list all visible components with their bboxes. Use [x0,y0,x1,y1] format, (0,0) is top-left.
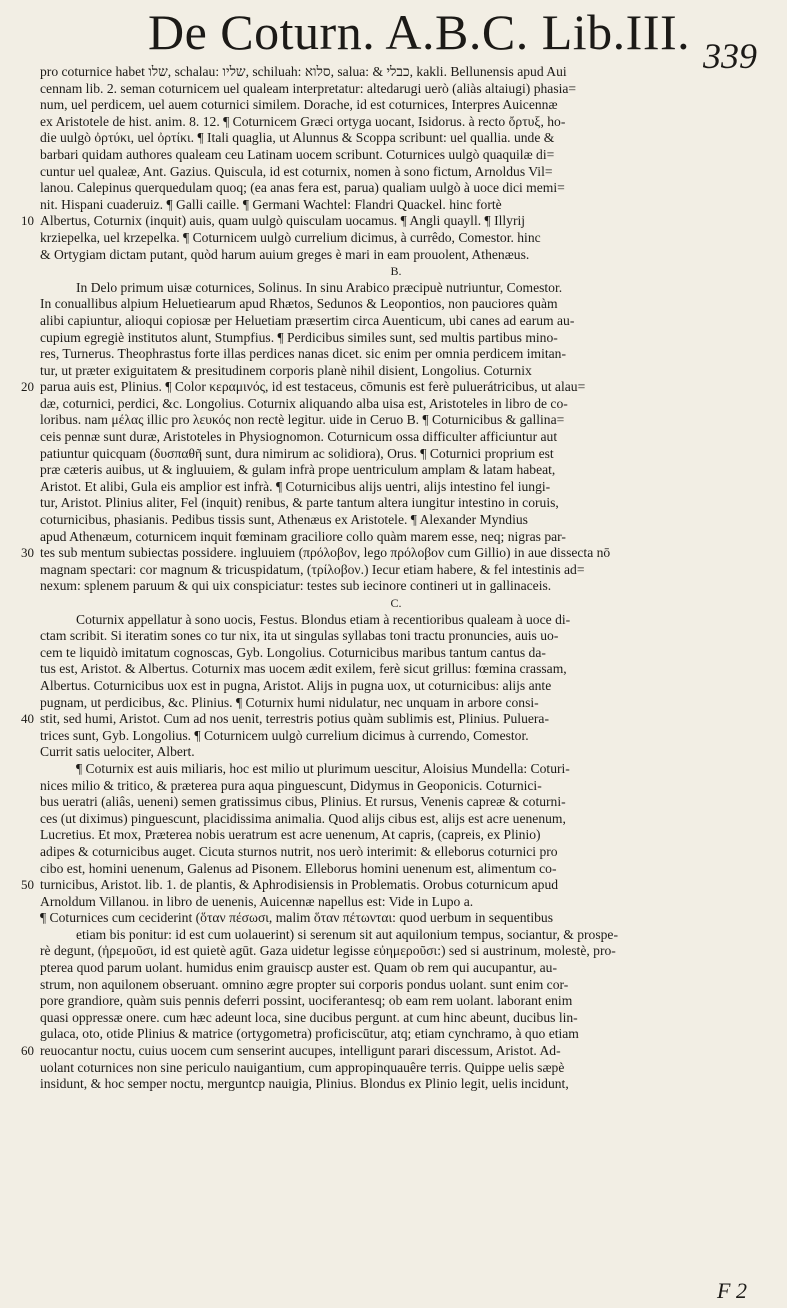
text-line: apud Athenæum, coturnicem inquit fœminam graciliore collo quàm marem esse, neq; nigras par- [40,528,566,544]
text-line: alibi capiuntur, alioqui copiosæ per Heluetiam præsertim circa Auenticum, ubi canes ad earum au- [40,312,575,328]
text-line: res, Turnerus. Theophrastus forte illas perdices nanas dicet. sic enim per omnia perdicem imitan- [40,346,566,362]
text-line: uolant coturnices non sine periculo nauigantium, cum appropinquauêre terris. Quippe uelis sæpè [40,1059,565,1075]
text-line: reuocantur noctu, cuius uocem cum senserint aucupes, intelligunt parari discessum, Aristot. Ad- [40,1043,561,1059]
text-line: pro coturnice habet שלו, schalau: שליו, schiluah: סלוא, salua: & כבלי, kakli. Bellunensis apud Aui [40,64,567,79]
text-line: ces (ut diximus) pinguescunt, placidissima animalia. Quod alijs cibus est, alijs est acre uenenum, [40,810,566,826]
text-line: cupium egregiè institutos alunt, Stumpfius. ¶ Perdicibus similes sunt, sed multis partibus mino- [40,329,558,345]
text-line: adipes & coturnicibus auget. Cicuta sturnos nutrit, nos uerò interimit: & elleborus coturnici pro [40,843,558,859]
text-line: coturnicibus, phasianis. Pedibus tissis sunt, Athenæus ex Aristotele. ¶ Alexander Myndius [40,512,528,528]
text-line: Arnoldum Villanou. in libro de uenenis, Auicennæ napellus est: Vide in Lupo a. [40,893,474,909]
text-line: Lucretius. Et mox, Præterea nobis ueratrum est acre uenenum, At capris, (capreis, ex Plinio) [40,827,541,843]
text-line: tus est, Aristot. & Albertus. Coturnix mas uocem ædit exilem, ferè sicut grillus: fœmina crassam, [40,661,567,677]
margin-line-number: 60 [21,1043,34,1059]
text-line: tur, ut præter exiguitatem & presitudinem corporis planè nihil disient, Longolius. Coturnix [40,362,532,378]
text-line: num, uel perdicem, uel auem coturnici similem. Dorache, id est coturnices, Interpres Auicennæ [40,97,558,113]
text-line: ex Aristotele de hist. anim. 8. 12. ¶ Coturnicem Græci ortyga uocant, Isidorus. à recto ὄρτυξ, ho- [40,113,566,129]
text-line: Coturnix appellatur à sono uocis, Festus. Blondus etiam à recentioribus qualeam à uoce di- [76,611,571,627]
text-line: parua auis est, Plinius. ¶ Color κεραμινός, id est testaceus, cōmunis est ferè puluerátricibus, ut alau= [40,379,586,395]
margin-line-number: 40 [21,711,34,727]
text-line: In conuallibus alpium Heluetiearum apud Rhætos, Sedunos & Leopontios, non pauciores quàm [40,296,558,312]
text-line: loribus. nam μέλας illic pro λευκός non rectè legitur. uide in Ceruo B. ¶ Coturnicibus & gallina= [40,412,565,428]
text-line: cuntur uel qualeæ, Ant. Gazius. Quiscula, id est coturnix, nomen à sono fictum, Arnoldus Vil= [40,163,553,179]
text-line: turnicibus, Aristot. lib. 1. de plantis, & Aphrodisiensis in Problematis. Orobus coturnicum apud [40,877,559,893]
margin-line-number: 10 [21,213,34,229]
text-line: cennam lib. 2. seman coturnicem uel qualeam interpretatur: altedarugi uerò (aliàs altaiugi) phasia= [40,80,577,96]
text-line: præ cæteris auibus, ut & ingluuiem, & gulam infrà prope uentriculum amplam & latam habeat, [40,462,556,478]
text-line: ¶ Coturnices cum ceciderint (ὅταν πέσωσι, malim ὅταν πέτωνται: quod uerbum in sequentibus [40,910,553,926]
text-line: patiuntur quicquam (δυσπαθῆ sunt, dura nimirum ac solidiora), Orus. ¶ Coturnici proprium est [40,445,554,461]
text-line: lanou. Calepinus querquedulam quoq; (ea anas fera est, parua) qualiam uulgò à uoce dici memi= [40,180,565,196]
text-line: Albertus, Coturnix (inquit) auis, quam uulgò quisculam uocamus. ¶ Angli quayll. ¶ Illyrij [40,213,526,229]
text-line: pterea quod parum uolant. humidus enim grauiscp auster est. Quam ob rem qui aucupantur, au- [40,960,558,976]
text-line: tes sub mentum subiectas possidere. ingluuiem (πρόλοβον, lego πρόλοβον cum Gillio) in aue dissecta nō [40,545,611,561]
text-line: nexum: splenem paruum & qui uix conspiciatur: testes sub iecinore contineri ut in gallinaceis. [40,578,552,594]
signature-mark: F 2 [717,1278,747,1303]
body-text [40,64,752,1093]
text-line: krziepelka, uel krzepelka. ¶ Coturnicem uulgò currelium dicimus, à currêdo, Comestor. hinc [40,229,541,245]
text-line: stit, sed humi, Aristot. Cum ad nos uenit, terrestris potius quàm sublimis est, Plinius. Puluera- [40,711,549,727]
text-line: cibo est, homini uenenum, Galenus ad Pisonem. Elleborus homini uenenum est, alimentum co- [40,860,557,876]
text-line: die uulgò ὀρτύκι, uel ὀρτίκι. ¶ Itali quaglia, ut Alunnus & Scoppa scribunt: uel quallia. unde & [40,130,555,146]
text-line: Albertus. Coturnicibus uox est in pugna, Aristot. Alijs in pugna uox, ut coturnicibus: alijs ante [40,677,552,693]
text-line: quasi oppressæ onere. cum hæc adeunt loca, sine ducibus pergunt. at cum hinc abeunt, ducibus lin- [40,1009,578,1025]
section-letter: B. [390,264,402,279]
text-line: Aristot. Et alibi, Gula eis amplior est infrà. ¶ Coturnicibus alijs uentri, alijs intestino fel iungi- [40,478,551,494]
margin-line-number: 20 [21,379,34,395]
page-number: 339 [703,36,757,76]
text-line: In Delo primum uisæ coturnices, Solinus. In sinu Arabico præcipuè nutriuntur, Comestor. [76,279,563,295]
text-line: gulaca, oto, otide Plinius & matrice (ortygometra) proficiscūtur, atq; etiam cynchramo, à quo etiam [40,1026,579,1042]
margin-line-number: 30 [21,545,34,561]
running-head: De Coturn. A.B.C. Lib.III. [148,4,691,60]
text-line: ctam scribit. Si iteratim sones co tur nix, ita ut singulas syllabas toni tractu pronuncies, auis uo- [40,628,559,644]
text-line: ¶ Coturnix est auis miliaris, hoc est milio ut plurimum uescitur, Aloisius Mundella: Coturi- [76,760,570,776]
text-line: etiam bis ponitur: id est cum uolauerint) si serenum sit aut aquilonium tempus, sociantur, & prospe- [76,926,618,942]
text-line: strum, non aquilonem obseruant. omnino ægre propter sui corporis pondus uolant. sunt enim cor- [40,976,569,992]
text-line: rè degunt, (ἠρεμοῦσι, id est quietè agūt. Gaza uidetur legisse εὐημεροῦσι:) sed si austrinum, molestè, pro- [40,943,616,959]
text-line: bus ueratri (aliâs, ueneni) semen gratissimus cibus, Plinius. Et rursus, Venenis capreæ & coturni- [40,794,566,810]
text-line: cem te liquidò imitatum cognoscas, Gyb. Longolius. Coturnicibus maribus tantum cantus da- [40,644,546,660]
text-line: magnam spectari: cor magnum & tricuspidatum, (τρίλοβον.) Iecur etiam habere, & fel intestinis ad= [40,561,585,577]
text-line: Currit satis uelociter, Albert. [40,744,195,760]
text-line: ceis pennæ sunt duræ, Aristoteles in Physiognomon. Coturnicum ossa difficulter afficiuntur aut [40,429,558,445]
text-line: insidunt, & hoc semper noctu, merguntcp nauigia, Plinius. Blondus ex Plinio legit, uelis incidunt, [40,1076,569,1092]
text-line: & Ortygiam dictam putant, quòd harum auium greges è mari in eam prouolent, Athenæus. [40,246,530,262]
text-line: nit. Hispani cuaderuiz. ¶ Galli caille. ¶ Germani Wachtel: Flandri Quackel. hinc fortè [40,196,502,212]
margin-line-number: 50 [21,877,34,893]
text-line: nices milio & tritico, & præterea pura aqua pinguescunt, Didymus in Geoponicis. Coturnici- [40,777,542,793]
text-line: pore grandiore, quàm suis pennis deferri possint, uociferantesq; ob eam rem uolant. laborant enim [40,993,573,1009]
section-letter: C. [390,596,402,610]
text-line: barbari quidam authores qualeam ceu Latinam uocem scribunt. Coturnices uulgò quaquilæ di= [40,146,555,162]
text-line: trices sunt, Gyb. Longolius. ¶ Coturnicem uulgò currelium dicimus à currendo, Comestor. [40,727,529,743]
text-line: tur, Aristot. Plinius aliter, Fel (inquit) renibus, & parte tantum altera iungitur intestino in coruis, [40,495,559,511]
text-line: dæ, coturnici, perdici, &c. Longolius. Coturnix aliquando alba uisa est, Aristoteles in libro de co- [40,395,568,411]
text-line: pugnam, ut perdicibus, &c. Plinius. ¶ Coturnix humi nidulatur, nec unquam in arbore consi- [40,694,539,710]
